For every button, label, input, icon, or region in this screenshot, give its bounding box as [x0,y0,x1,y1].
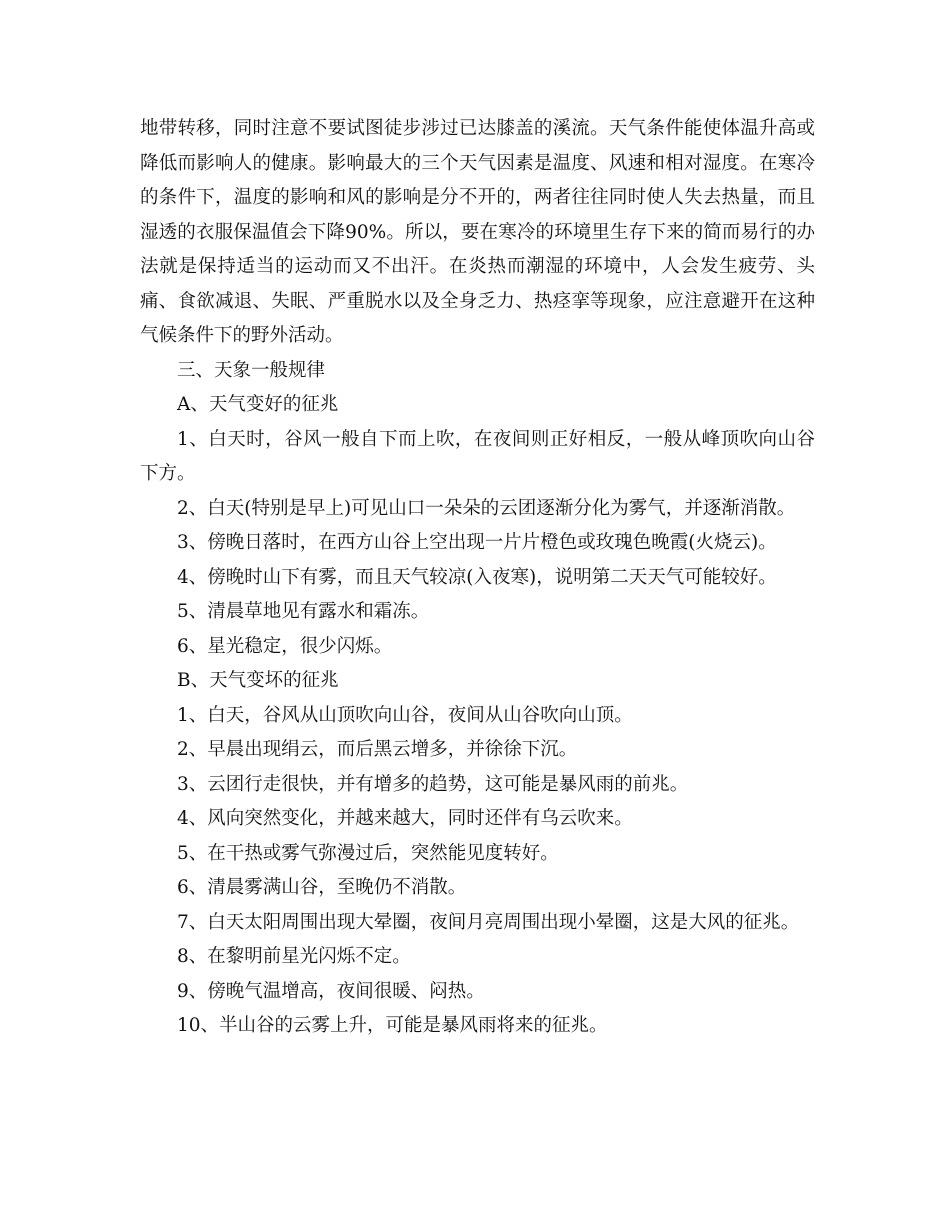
bad-weather-item: 9、傍晚气温增高，夜间很暖、闷热。 [177,980,485,1002]
bad-weather-item: 3、云团行走很快，并有增多的趋势，这可能是暴风雨的前兆。 [177,773,689,795]
good-weather-item: 1、白天时，谷风一般自下而上吹，在夜间则正好相反，一般从峰顶吹向山谷下方。 [140,428,815,484]
intro-paragraph: 地带转移，同时注意不要试图徒步涉过已达膝盖的溪流。天气条件能使体温升高或降低而影响人的健康。影响最大的三个天气因素是温度、风速和相对湿度。在寒冷的条件下，温度的影响和风的影响是分不开的，两者往往同时使人失去热量，而且湿透的衣服保温值会下降90%。所以，要在寒冷的环境里生存下来的简而易行的办法就是保持适当的运动而又不出汗。在炎热而潮湿的环境中，人会发生疲劳、头痛、食欲减退、失眠、严重脱水以及全身乏力、热痉挛等现象，应注意避开在这种气候条件下的野外活动。 [140,118,815,346]
bad-weather-item: 6、清晨雾满山谷，至晚仍不消散。 [177,877,467,898]
bad-weather-item: 10、半山谷的云雾上升，可能是暴风雨将来的征兆。 [177,1015,608,1036]
section-heading: 三、天象一般规律 [177,359,326,381]
bad-weather-heading: B、天气变坏的征兆 [177,670,339,691]
bad-weather-item: 1、白天，谷风从山顶吹向山谷，夜间从山谷吹向山顶。 [177,704,633,726]
bad-weather-item: 2、早晨出现绢云，而后黑云增多，并徐徐下沉。 [177,739,578,760]
good-weather-item: 4、傍晚时山下有雾，而且天气较凉(入夜寒)，说明第二天天气可能较好。 [177,566,777,588]
good-weather-item: 6、星光稳定，很少闪烁。 [177,635,393,657]
good-weather-item: 2、白天(特别是早上)可见山口一朵朵的云团逐渐分化为雾气，并逐渐消散。 [177,497,796,519]
bad-weather-item: 8、在黎明前星光闪烁不定。 [177,946,411,967]
bad-weather-item: 4、风向突然变化，并越来越大，同时还伴有乌云吹来。 [177,808,633,829]
bad-weather-item: 5、在干热或雾气弥漫过后，突然能见度转好。 [177,842,559,864]
bad-weather-item: 7、白天太阳周围出现大晕圈，夜间月亮周围出现小晕圈，这是大风的征兆。 [177,911,800,933]
good-weather-heading: A、天气变好的征兆 [177,394,339,415]
document-body [140,112,815,1044]
good-weather-item: 3、傍晚日落时，在西方山谷上空出现一片片橙色或玫瑰色晚霞(火烧云)。 [177,532,777,553]
good-weather-item: 5、清晨草地见有露水和霜冻。 [177,601,430,622]
